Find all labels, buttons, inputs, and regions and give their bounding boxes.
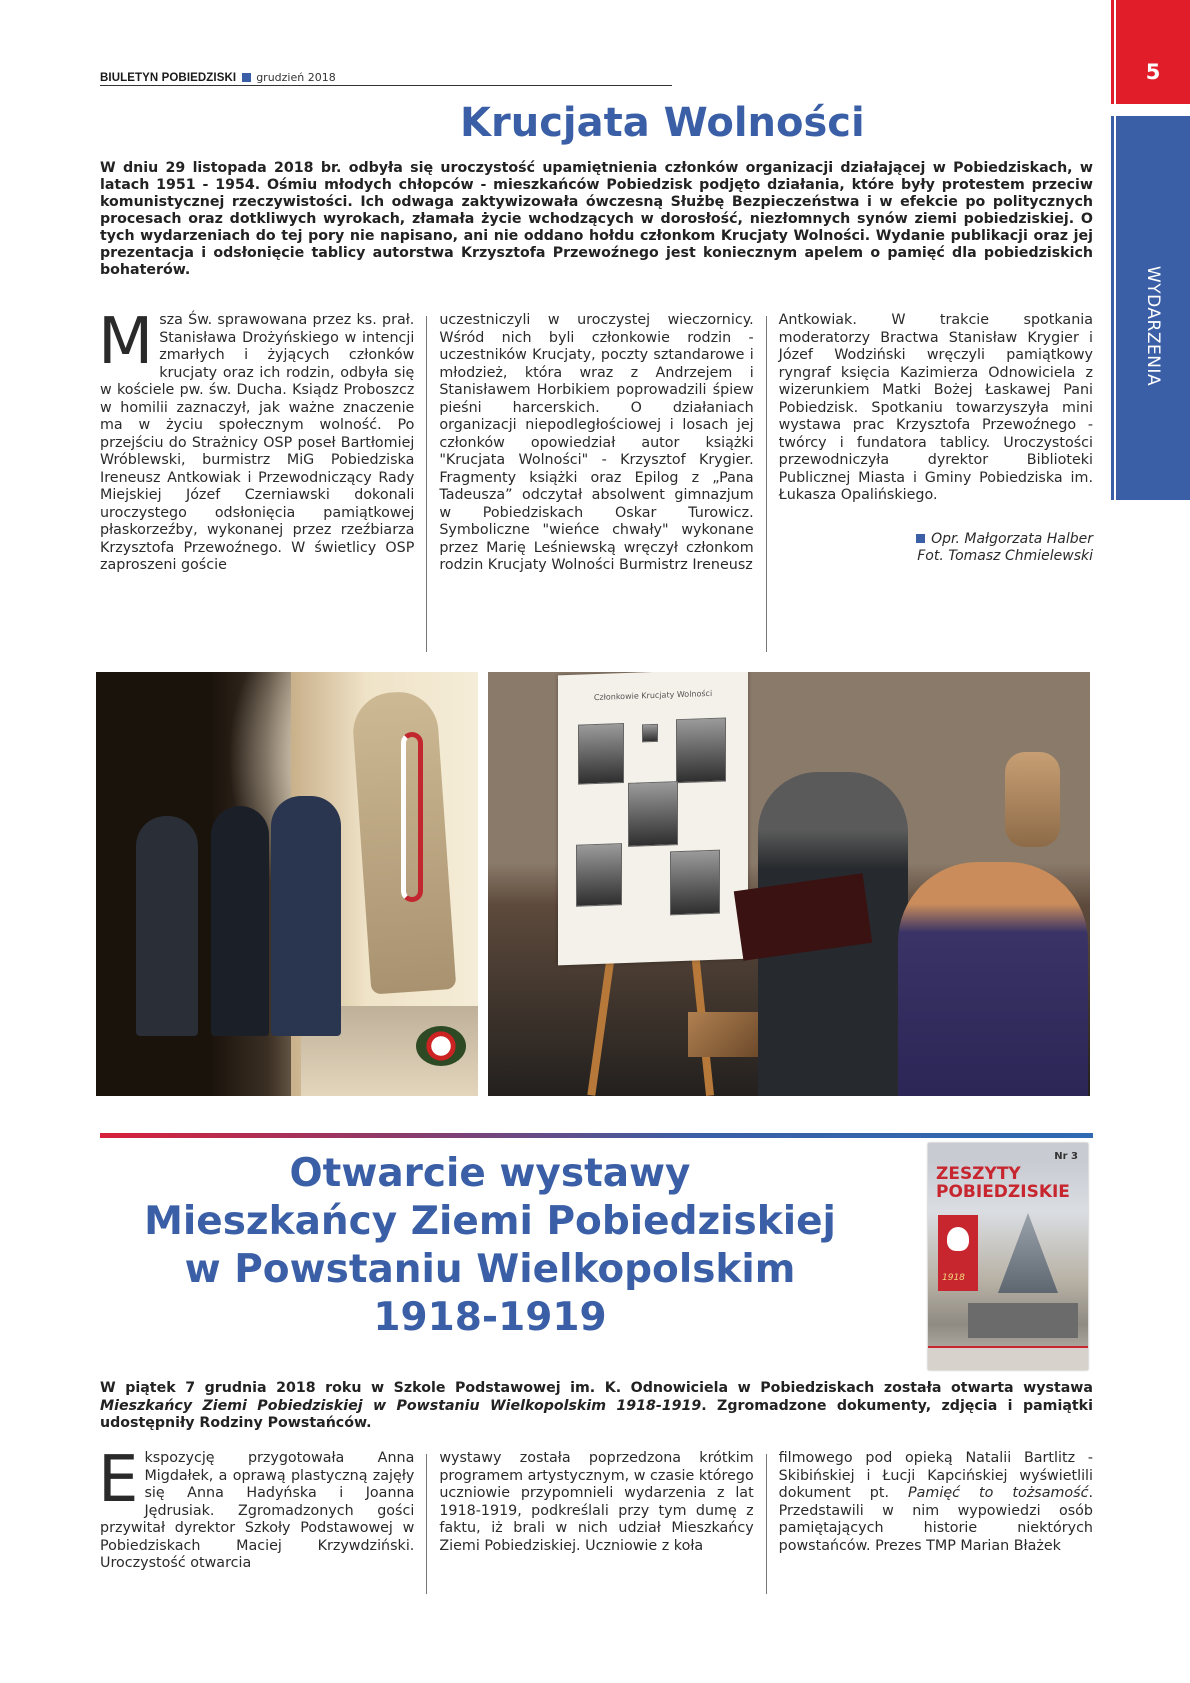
- lead-text: W piątek 7 grudnia 2018 roku w Szkole Podstawowej im. K. Odnowiciela w Pobiedziskach została otwarta wystawa: [100, 1380, 1093, 1396]
- portrait: [628, 781, 678, 847]
- magazine-name: BIULETYN POBIEDZISKI: [100, 72, 237, 84]
- photo-board: [558, 672, 748, 965]
- photo-sculpture: [1005, 752, 1060, 847]
- photo-easel: [587, 942, 616, 1096]
- drop-cap: E: [98, 1443, 139, 1517]
- issue-date: grudzień 2018: [256, 71, 336, 84]
- photo-evening-ceremony: [488, 672, 1090, 1096]
- article2-title: [100, 1150, 880, 1342]
- cover-title-line: POBIEDZISKIE: [936, 1182, 1070, 1202]
- article-column-3: [779, 312, 1093, 652]
- column-text: uczestniczyli w uroczystej wieczornicy. Wśród nich byli członkowie rodzin - uczestników Krucjaty, poczty sztandarowe i młodzież, która wraz z Andrzejem i Stanisławem Horbikiem poprowadzili śpiew pieśni harcerskich. O działaniach organizacji niepodległościowej i losach jej członków opowiedział autor książki "Krucjata Wolności" - Krzysztof Krygier. Fragmenty książki oraz Epilog z „Pana Tadeusza” odczytał absolwent gimnazjum w Pobiedziskach Oskar Turowicz. Symboliczne "wieńce chwały" wykonane przez Marię Leśniewską wręczył członkom rodzin Krucjaty Wolności Burmistrz Ireneusz: [439, 312, 754, 573]
- article-body: [98, 305, 1093, 652]
- film-title: Pamięć to tożsamość: [908, 1485, 1089, 1501]
- column-text: . Przedstawili w nim wypowiedzi osób pamiętających historie niektórych powstańców. Prezes TMP Marian Błażek: [778, 1485, 1093, 1554]
- column-text: kspozycję przygotowała Anna Migdałek, a oprawą plastyczną zajęły się Anna Hadyńska i Joanna Jędrusiak. Zgromadzonych gości przywitał dyrektor Szkoły Podstawowej w Pobiedziskach Maciej Krzywdziński. Uroczystość otwarcia: [100, 1450, 415, 1571]
- red-tab-strip: [1111, 0, 1114, 104]
- blue-tab-strip: [1111, 116, 1114, 500]
- running-header: [100, 66, 672, 86]
- portrait: [576, 843, 622, 907]
- eagle-icon: [947, 1227, 969, 1251]
- portrait: [642, 724, 658, 743]
- article2-body: [98, 1443, 1093, 1594]
- photo-ribbon: [401, 732, 423, 902]
- article2-lead: [100, 1380, 1093, 1433]
- title-line: 1918-1919: [373, 1295, 607, 1340]
- square-bullet-icon: [916, 534, 925, 543]
- cover-title-line: ZESZYTY: [936, 1164, 1021, 1184]
- article-credits: [779, 531, 1093, 566]
- photo-plaque-unveiling: [96, 672, 478, 1096]
- column-divider: [426, 1454, 427, 1594]
- square-bullet-icon: [242, 73, 251, 82]
- author-credit: Opr. Małgorzata Halber: [931, 530, 1093, 547]
- article2-column-3: [779, 1450, 1093, 1594]
- drop-cap: M: [98, 305, 154, 379]
- portrait: [670, 850, 720, 916]
- article-column-1: [98, 305, 415, 652]
- portrait: [578, 723, 624, 785]
- photo-person: [271, 796, 341, 1036]
- monument-shape: [998, 1213, 1058, 1293]
- section-label: WYDARZENIA: [1143, 265, 1163, 387]
- zeszyty-cover-image: [928, 1143, 1088, 1370]
- cover-number: Nr 3: [1054, 1151, 1078, 1162]
- page-number: 5: [1145, 60, 1161, 84]
- article2-column-2: [439, 1450, 753, 1594]
- photo-person: [211, 806, 269, 1036]
- column-text: sza Św. sprawowana przez ks. prał. Stanisława Drożyńskiego w intencji zmarłych i żyjących członków krucjaty oraz ich rodzin, odbyła się w kościele pw. św. Ducha. Ksiądz Proboszcz w homilii zaznaczył, jak ważne znaczenie ma w życiu społecznym wolność. Po przejściu do Strażnicy OSP poseł Bartłomiej Wróblewski, burmistrz MiG Pobiedziska Ireneusz Antkowiak i Przewodniczący Rady Miejskiej Józef Czerniawski dokonali uroczystego odsłonięcia pamiątkowej płaskorzeźby, wykonanej przez rzeźbiarza Krzysztofa Przewoźnego. W świetlicy OSP zaproszeni goście: [100, 312, 415, 573]
- article-lead: W dniu 29 listopada 2018 br. odbyła się uroczystość upamiętnienia członków organizacji działającej w Pobiedziskach, w latach 1951 - 1954. Ośmiu młodych chłopców - mieszkańców Pobiedzisk podjęto działania, które były protestem przeciw komunistycznej rzeczywistości. Ich odwaga zaktywizowała ówczesną Służbę Bezpieczeństwa i w efekcie po politycznych procesach oraz dotkliwych wyrokach, złamała życie wchodzących w dorosłość, niezłomnych synów ziemi pobiedziskiej. O tych wydarzeniach do tej pory nie napisano, ani nie oddano hołdu członkom Krucjaty Wolności. Wydanie publikacji oraz jej prezentacja i odsłonięcie tablicy autorstwa Krzysztofa Przewoźnego jest koniecznym apelem o pamięć dla pobiedziskich bohaterów.: [100, 160, 1093, 278]
- column-text: wystawy została poprzedzona krótkim programem artystycznym, w czasie którego uczniowie przypomnieli wydarzenia z lat 1918-1919, podkreślali przy tym dumę z faktu, iż brali w nich udział Mieszkańcy Ziemi Pobiedziskiej. Uczniowie z koła: [439, 1450, 754, 1554]
- photo-person: [136, 816, 198, 1036]
- column-text: filmowego pod opieką Natalii Bartlitz - Skibińskiej i Łucji Kapcińskiej wyświetlili dokument pt.: [778, 1450, 1093, 1501]
- portrait: [676, 717, 726, 783]
- column-divider: [426, 316, 427, 652]
- section-tab: [1116, 116, 1190, 500]
- cover-title: [936, 1165, 1070, 1201]
- lead-text: . Zgromadzone dokumenty, zdjęcia i pamiątki udostępniły Rodziny Powstańców.: [100, 1397, 1093, 1431]
- article-column-2: [439, 312, 753, 652]
- title-line: Mieszkańcy Ziemi Pobiedziskiej: [144, 1199, 836, 1244]
- cover-year: 1918: [942, 1273, 965, 1283]
- column-divider: [766, 1454, 767, 1594]
- title-line: Otwarcie wystawy: [289, 1151, 691, 1196]
- title-line: w Powstaniu Wielkopolskim: [184, 1247, 796, 1292]
- page-number-tab: [1116, 0, 1190, 104]
- cover-footer: [928, 1346, 1088, 1370]
- section-divider: [100, 1133, 1093, 1138]
- article2-column-1: [98, 1443, 415, 1594]
- banner-flag: [938, 1215, 978, 1291]
- column-text: Antkowiak. W trakcie spotkania moderatorzy Bractwa Stanisław Krygier i Józef Wodziński wręczyli pamiątkowy ryngraf księcia Kazimierza Odnowiciela z wizerunkiem Matki Bożej Łaskawej Pani Pobiedzisk. Spotkaniu towarzyszyła mini wystawa prac Krzysztofa Przewoźnego - twórcy i fundatora tablicy. Uroczystości przewodniczyła dyrektor Biblioteki Publicznej Miasta i Gminy Pobiedziska im. Łukasza Opalińskiego.: [778, 312, 1093, 503]
- exhibition-name: Mieszkańcy Ziemi Pobiedziskiej w Powstaniu Wielkopolskim 1918-1919: [100, 1397, 702, 1414]
- photo-person: [898, 862, 1088, 1096]
- photo-flowers: [416, 1026, 466, 1066]
- board-caption: Członkowie Krucjaty Wolności: [593, 688, 713, 703]
- column-divider: [766, 316, 767, 652]
- monument-base: [968, 1303, 1078, 1338]
- photo-credit: Fot. Tomasz Chmielewski: [917, 548, 1093, 564]
- article-title: Krucjata Wolności: [460, 100, 865, 146]
- photo-plaque: [688, 1012, 758, 1057]
